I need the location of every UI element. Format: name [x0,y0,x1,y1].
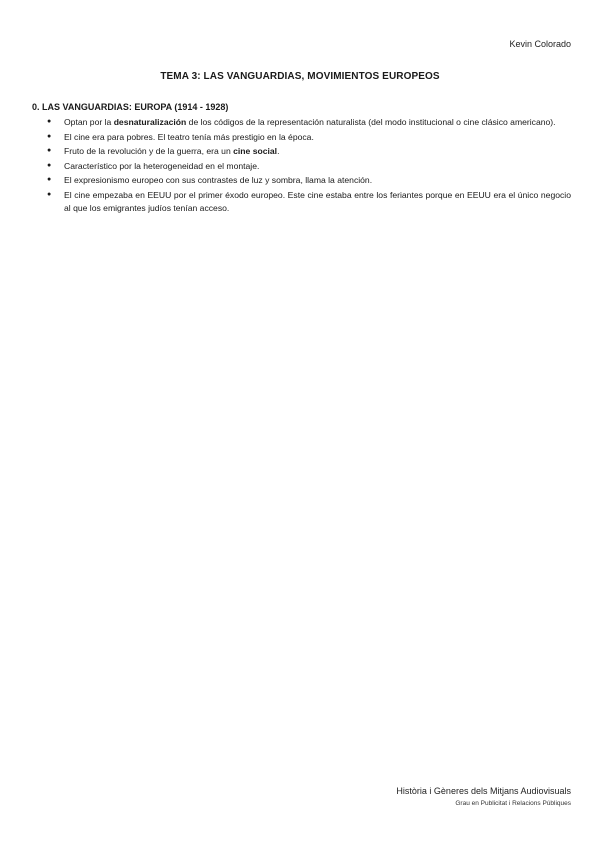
footer-course: Història i Gèneres dels Mitjans Audiovisuals [396,786,571,796]
list-item-text: Fruto de la revolución y de la guerra, era un [64,146,234,157]
bullet-icon: ● [47,161,52,169]
list-item-text: Optan por la [64,117,114,127]
list-item [0,145,600,158]
document-title: TEMA 3: LAS VANGUARDIAS, MOVIMIENTOS EUROPEOS [160,71,440,82]
section-heading: 0. LAS VANGUARDIAS: EUROPA (1914 - 1928) [32,102,229,112]
list-item-text: Característico por la heterogeneidad en el montaje. [64,160,260,171]
bullet-list [0,116,600,216]
list-item [0,174,600,187]
list-item-text: El cine era para pobres. El teatro tenía más prestigio en la época. [64,131,314,142]
bullet-icon: ● [47,147,52,155]
list-item-bold: cine social [233,146,278,157]
list-item [0,160,600,173]
list-item-text: . [277,146,280,157]
list-item-text: El cine empezaba en EEUU por el primer éxodo europeo. Este cine estaba entre los feriantes porque en EEUU era el único negocio al que los emigrantes judíos tenían acceso. [64,189,571,213]
bullet-icon: ● [47,118,52,125]
list-item [0,131,600,144]
bullet-icon: ● [47,190,52,198]
list-item [0,116,600,129]
footer-degree: Grau en Publicitat i Relacions Públiques [455,800,571,807]
bullet-icon: ● [47,132,52,140]
bullet-icon: ● [47,176,52,184]
list-item [0,189,600,214]
list-item-text: de los códigos de la representación naturalista (del modo institucional o cine clásico americano). [186,117,556,127]
list-item-bold: desnaturalización [113,117,187,127]
author-name: Kevin Colorado [509,39,571,49]
list-item-text: El expresionismo europeo con sus contrastes de luz y sombra, llama la atención. [64,175,373,186]
